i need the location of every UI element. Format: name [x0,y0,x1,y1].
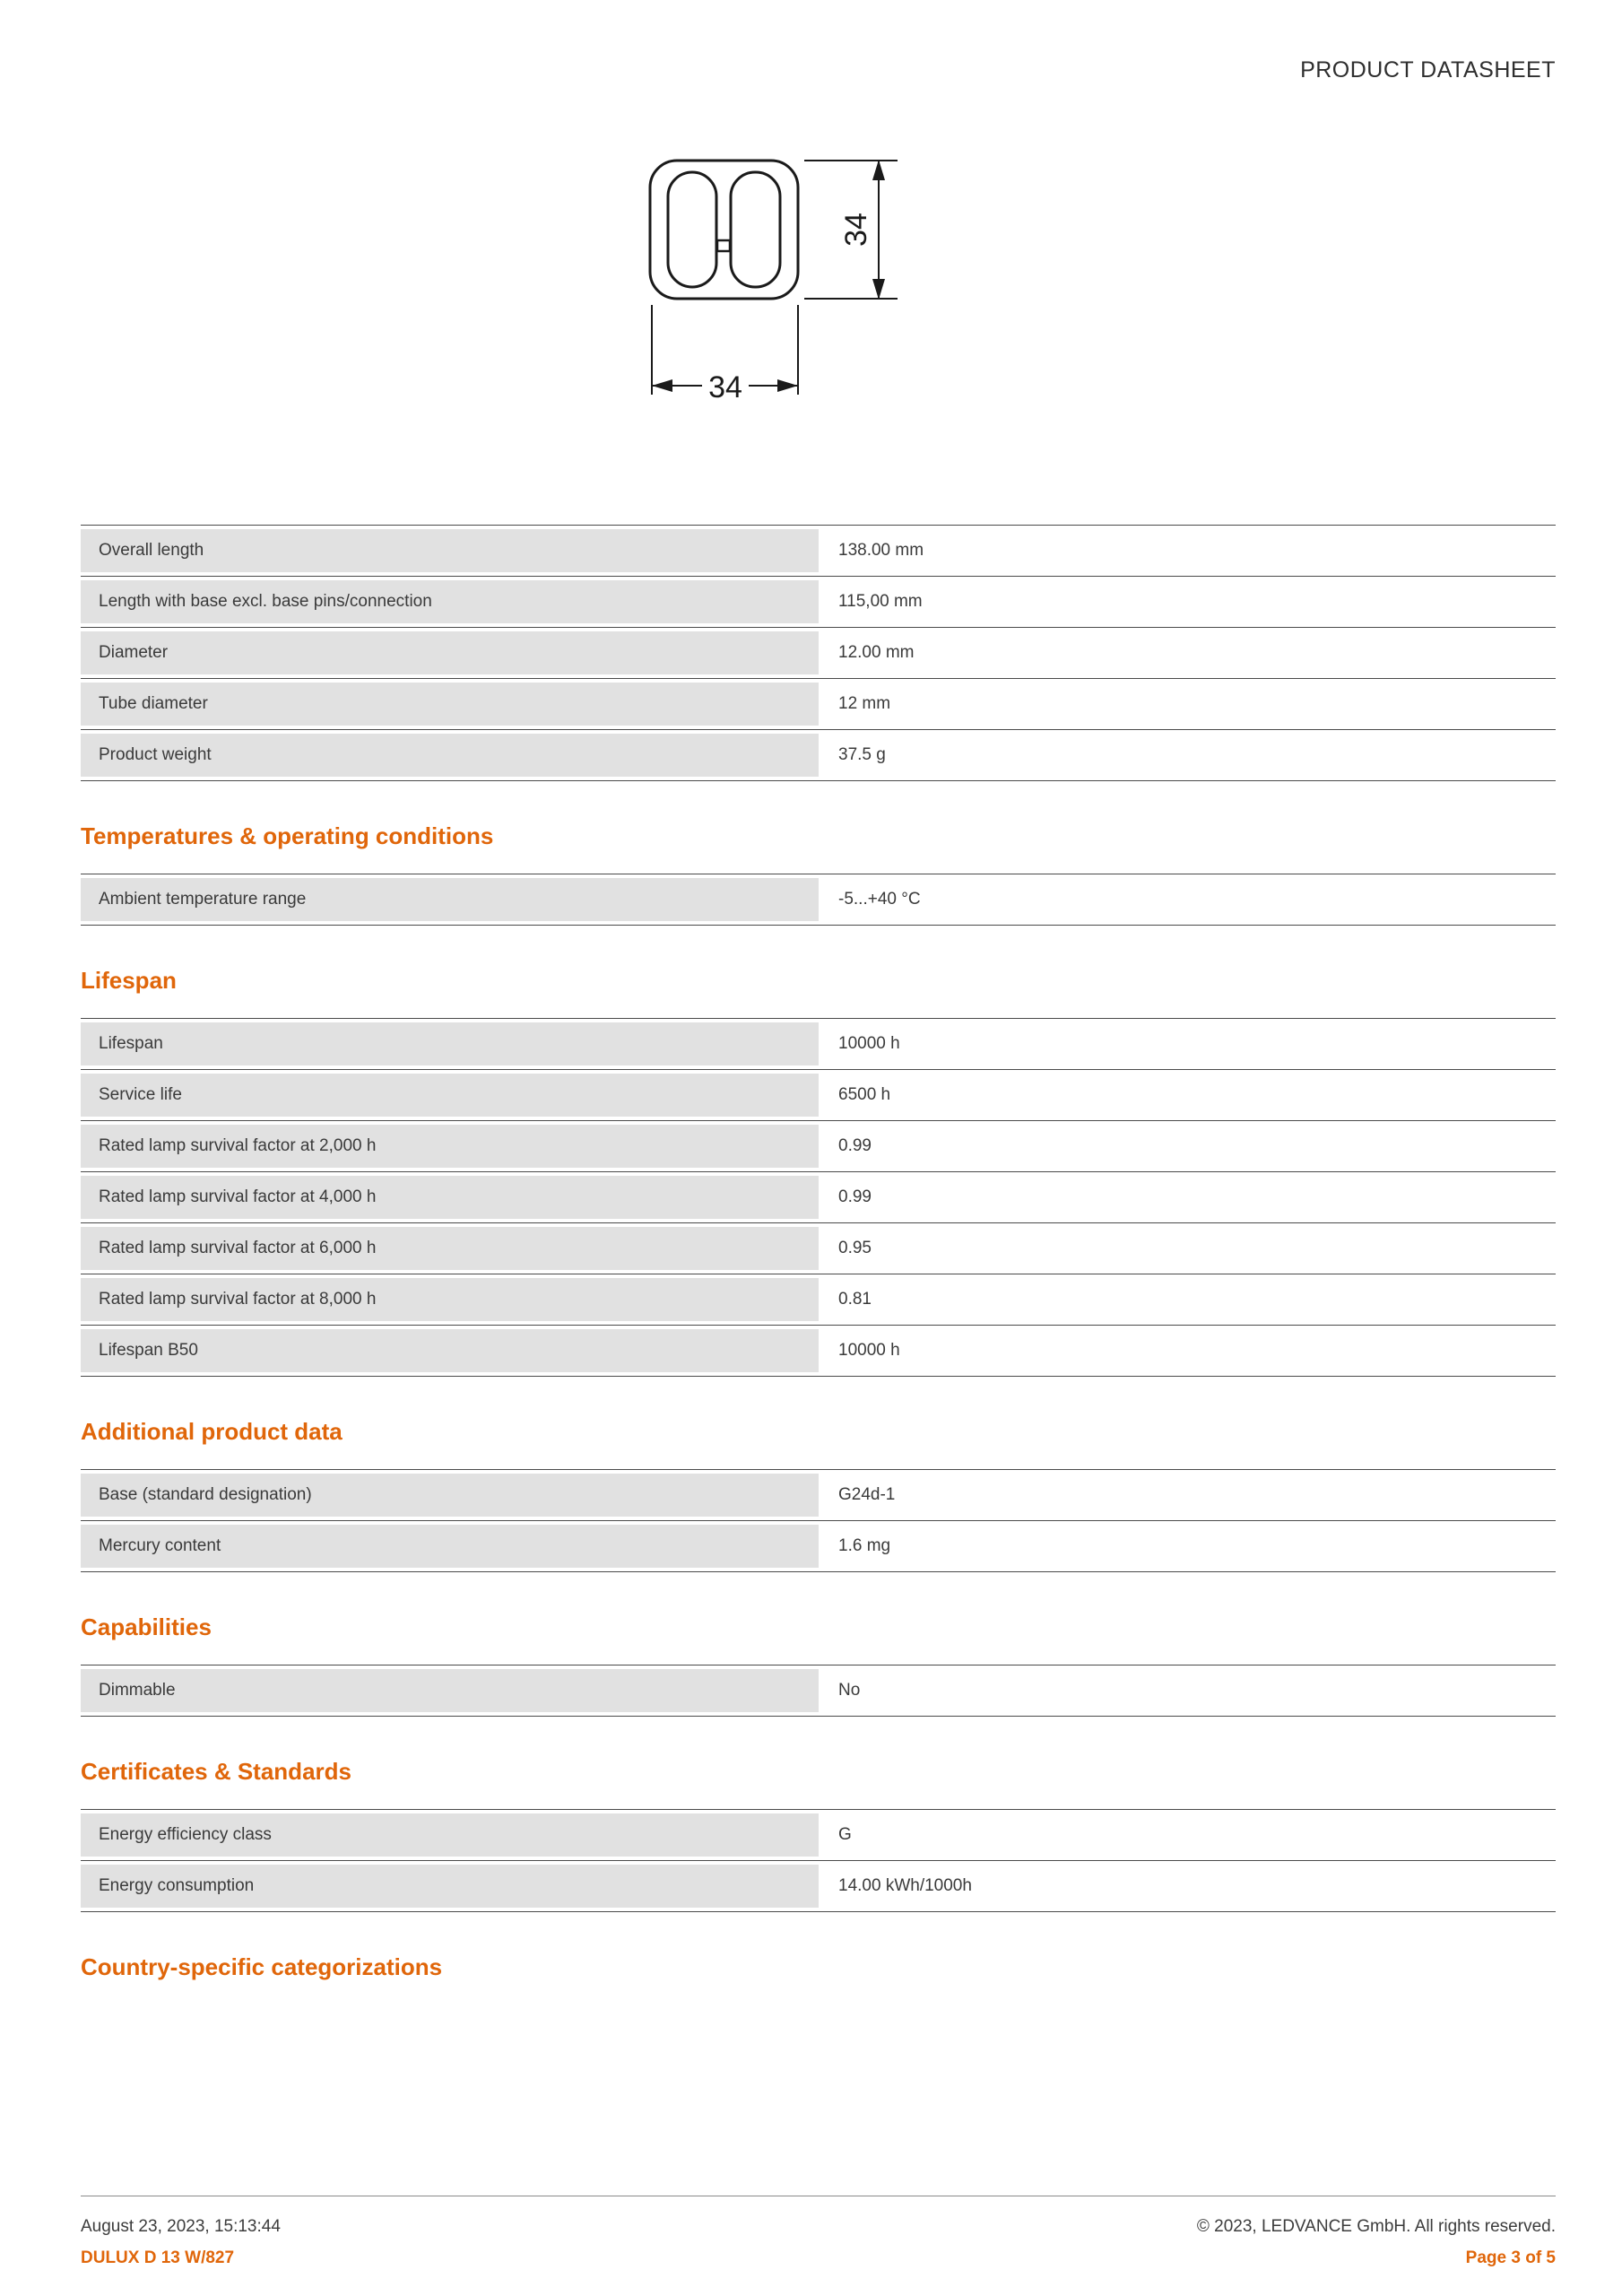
section-heading: Country-specific categorizations [81,1953,443,1980]
row-label: Rated lamp survival factor at 6,000 h [81,1227,819,1270]
row-label: Rated lamp survival factor at 4,000 h [81,1176,819,1219]
table-row [81,1222,1556,1274]
table-row [81,678,1556,729]
row-label: Dimmable [81,1669,819,1712]
height-dimension-label: 34 [838,213,873,247]
table-row [81,1120,1556,1171]
row-value: 6500 h [819,1074,1556,1117]
spec-table [81,1809,1556,1912]
spec-table [81,525,1556,781]
footer-copyright: © 2023, LEDVANCE GmbH. All rights reserved. [1196,2217,1556,2236]
row-label: Energy consumption [81,1865,819,1908]
arrow-left-icon [652,379,672,392]
footer-right [1197,2211,1556,2274]
footer-product-name: DULUX D 13 W/827 [81,2248,235,2267]
table-row [81,1809,1556,1860]
row-value: 0.99 [819,1176,1556,1219]
spec-table [81,874,1556,926]
arrow-down-icon [872,279,885,300]
page-footer [81,2196,1556,2274]
table-row [81,525,1556,576]
row-label: Lifespan B50 [81,1329,819,1372]
row-label: Rated lamp survival factor at 2,000 h [81,1125,819,1168]
row-value: 0.95 [819,1227,1556,1270]
table-row [81,1520,1556,1571]
lamp-tube-left [668,172,716,287]
row-label: Ambient temperature range [81,878,819,921]
row-label: Base (standard designation) [81,1474,819,1517]
section-heading: Certificates & Standards [81,1758,351,1785]
section-heading: Capabilities [81,1613,212,1640]
row-label: Rated lamp survival factor at 8,000 h [81,1278,819,1321]
row-value: 0.81 [819,1278,1556,1321]
lamp-tube-bridge [717,240,730,251]
table-row [81,1325,1556,1376]
table-row [81,1860,1556,1911]
arrow-up-icon [872,160,885,180]
table-row [81,576,1556,627]
row-label: Length with base excl. base pins/connection [81,580,819,623]
row-value: G24d-1 [819,1474,1556,1517]
row-value: 14.00 kWh/1000h [819,1865,1556,1908]
arrow-right-icon [777,379,798,392]
row-label: Diameter [81,631,819,674]
spec-table [81,1469,1556,1572]
table-row [81,1274,1556,1325]
row-label: Lifespan [81,1022,819,1065]
row-value: -5...+40 °C [819,878,1556,921]
row-label: Overall length [81,529,819,572]
table-row [81,1069,1556,1120]
footer-page-number: Page 3 of 5 [1465,2248,1556,2267]
row-value: 10000 h [819,1022,1556,1065]
row-label: Service life [81,1074,819,1117]
lamp-cross-section-drawing [632,151,919,411]
row-value: 12.00 mm [819,631,1556,674]
row-label: Mercury content [81,1525,819,1568]
spec-sections [81,525,1556,2005]
lamp-tube-right [731,172,780,287]
table-row [81,1665,1556,1716]
footer-date: August 23, 2023, 15:13:44 [81,2217,281,2236]
table-row [81,1018,1556,1069]
product-dimension-drawing [632,151,919,415]
table-row [81,729,1556,780]
spec-table [81,1665,1556,1717]
row-value: 138.00 mm [819,529,1556,572]
section-heading: Temperatures & operating conditions [81,822,494,849]
section-heading: Lifespan [81,967,177,994]
footer-left [81,2211,281,2274]
row-label: Tube diameter [81,683,819,726]
table-row [81,1171,1556,1222]
page-title: PRODUCT DATASHEET [1300,57,1556,83]
row-label: Energy efficiency class [81,1813,819,1857]
row-value: 115,00 mm [819,580,1556,623]
section-heading: Additional product data [81,1418,343,1445]
row-value: 10000 h [819,1329,1556,1372]
table-row [81,1469,1556,1520]
table-row [81,627,1556,678]
row-value: G [819,1813,1556,1857]
row-label: Product weight [81,734,819,777]
spec-table [81,1018,1556,1377]
table-row [81,874,1556,925]
width-dimension-label: 34 [708,370,742,404]
row-value: 37.5 g [819,734,1556,777]
row-value: 0.99 [819,1125,1556,1168]
row-value: 1.6 mg [819,1525,1556,1568]
row-value: 12 mm [819,683,1556,726]
row-value: No [819,1669,1556,1712]
